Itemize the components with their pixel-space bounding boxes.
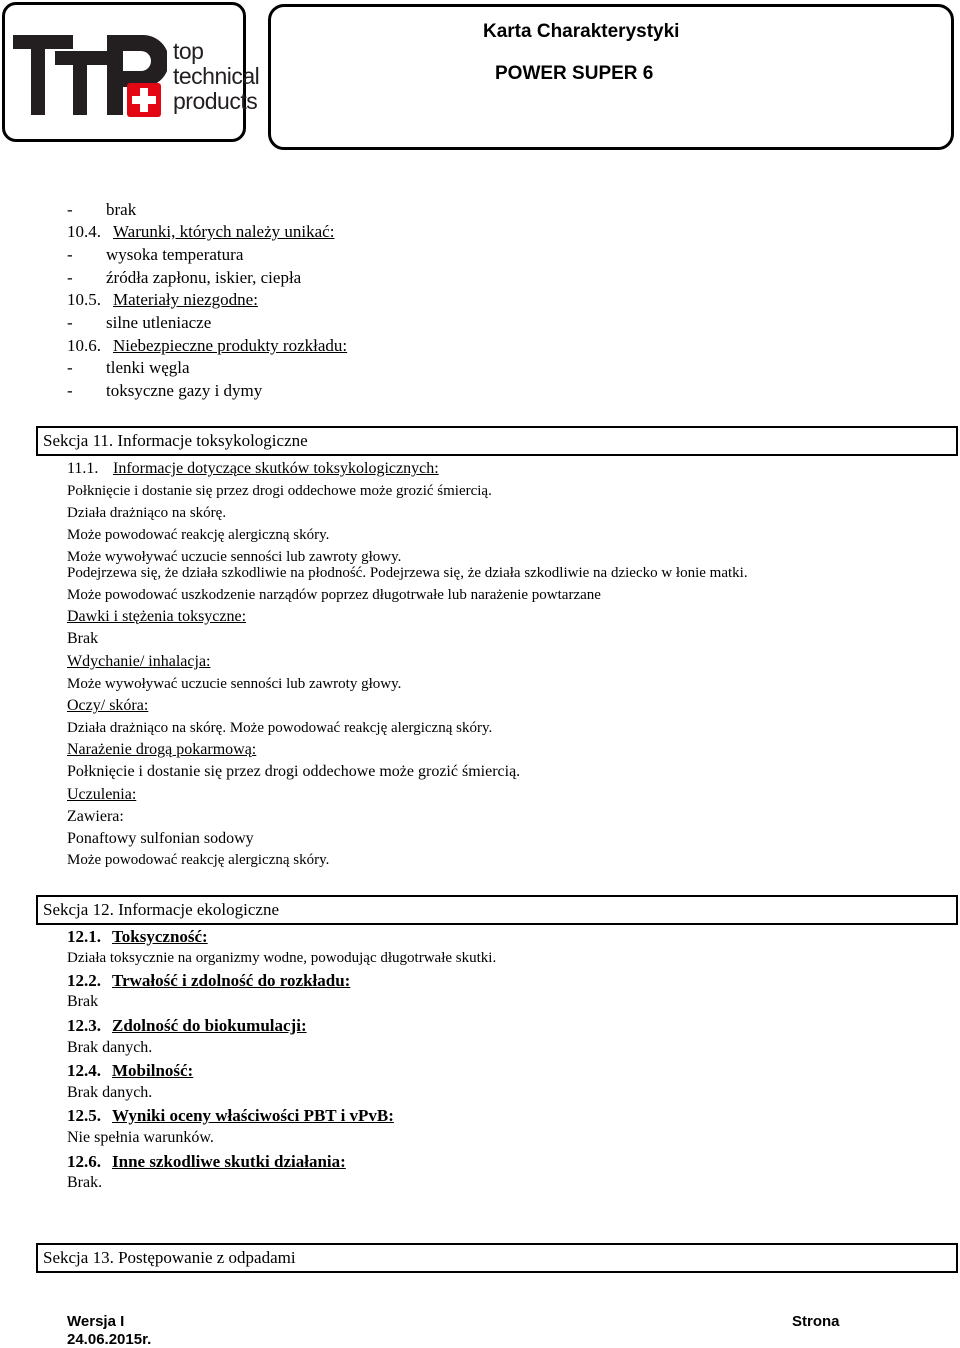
logo-line-3: products	[173, 88, 258, 114]
subsection-12-3: 12.3. Zdolność do biokumulacji:	[67, 1016, 307, 1035]
effect-line: Może powodować reakcję alergiczną skóry.	[67, 527, 330, 543]
subsection-10-5: 10.5. Materiały niezgodne:	[67, 290, 258, 309]
subsection-12-1: 12.1. Toksyczność:	[67, 927, 208, 946]
subsection-10-6: 10.6. Niebezpieczne produkty rozkładu:	[67, 336, 348, 355]
eye-skin-label: Oczy/ skóra:	[67, 697, 149, 714]
ttp-logo-icon	[11, 29, 167, 125]
effect-line: Działa drażniąco na skórę.	[67, 505, 227, 521]
document-title: Karta Charakterystyki	[483, 21, 680, 42]
inhalation-label: Wdychanie/ inhalacja:	[67, 653, 211, 670]
doses-label: Dawki i stężenia toksyczne:	[67, 608, 247, 625]
effect-line: Może wywoływać uczucie senności lub zawroty głowy.	[67, 549, 402, 565]
list-item: - brak	[67, 200, 137, 219]
footer-version: Wersja I	[67, 1313, 125, 1330]
effect-line: Połknięcie i dostanie się przez drogi oddechowe może grozić śmiercią.	[67, 483, 492, 499]
subsection-12-4: 12.4. Mobilność:	[67, 1061, 194, 1080]
header-logo-box	[2, 2, 260, 142]
header-title-box	[268, 4, 954, 150]
footer-page-label: Strona	[792, 1313, 840, 1330]
list-item: - toksyczne gazy i dymy	[67, 381, 263, 400]
effect-line: Może powodować uszkodzenie narządów poprzez długotrwałe lub narażenie powtarzane	[67, 587, 601, 603]
product-name: POWER SUPER 6	[495, 63, 654, 84]
list-item: - silne utleniacze	[67, 313, 212, 332]
oral-label: Narażenie drogą pokarmową:	[67, 741, 257, 758]
footer-date: 24.06.2015r.	[67, 1331, 152, 1348]
sensitization-line: Może powodować reakcję alergiczną skóry.	[67, 852, 330, 868]
subsection-11-1: 11.1. Informacje dotyczące skutków toksykologicznych:	[67, 460, 439, 477]
subsection-value: Brak.	[67, 1174, 103, 1191]
subsection-12-2: 12.2. Trwałość i zdolność do rozkładu:	[67, 971, 351, 990]
sensitization-line: Zawiera:	[67, 808, 124, 825]
eye-skin-value: Działa drażniąco na skórę. Może powodować reakcję alergiczną skóry.	[67, 720, 493, 736]
list-item: - tlenki węgla	[67, 358, 190, 377]
logo-line-2: technical	[173, 63, 260, 89]
logo-wordmark	[173, 39, 259, 114]
doses-value: Brak	[67, 630, 99, 647]
effect-line: Podejrzewa się, że działa szkodliwie na płodność. Podejrzewa się, że działa szkodliwie na dziecko w łonie matki.	[67, 565, 748, 581]
sensitization-label: Uczulenia:	[67, 786, 137, 803]
subsection-12-5: 12.5. Wyniki oceny właściwości PBT i vPvB:	[67, 1106, 394, 1125]
inhalation-value: Może wywoływać uczucie senności lub zawroty głowy.	[67, 676, 402, 692]
oral-value: Połknięcie i dostanie się przez drogi oddechowe może grozić śmiercią.	[67, 763, 521, 780]
logo-line-1: top	[173, 38, 204, 64]
subsection-12-6: 12.6. Inne szkodliwe skutki działania:	[67, 1152, 346, 1171]
section-12-heading: Sekcja 12. Informacje ekologiczne	[36, 895, 958, 925]
subsection-value: Brak danych.	[67, 1084, 153, 1101]
list-item: - źródła zapłonu, iskier, ciepła	[67, 268, 302, 287]
subsection-10-4: 10.4. Warunki, których należy unikać:	[67, 222, 335, 241]
section-13-heading: Sekcja 13. Postępowanie z odpadami	[36, 1243, 958, 1273]
subsection-value: Działa toksycznie na organizmy wodne, powodując długotrwałe skutki.	[67, 950, 497, 966]
section-11-heading: Sekcja 11. Informacje toksykologiczne	[36, 426, 958, 456]
subsection-value: Nie spełnia warunków.	[67, 1129, 214, 1146]
sensitization-line: Ponaftowy sulfonian sodowy	[67, 830, 254, 847]
subsection-value: Brak	[67, 993, 99, 1010]
subsection-value: Brak danych.	[67, 1039, 153, 1056]
list-item: - wysoka temperatura	[67, 245, 244, 264]
